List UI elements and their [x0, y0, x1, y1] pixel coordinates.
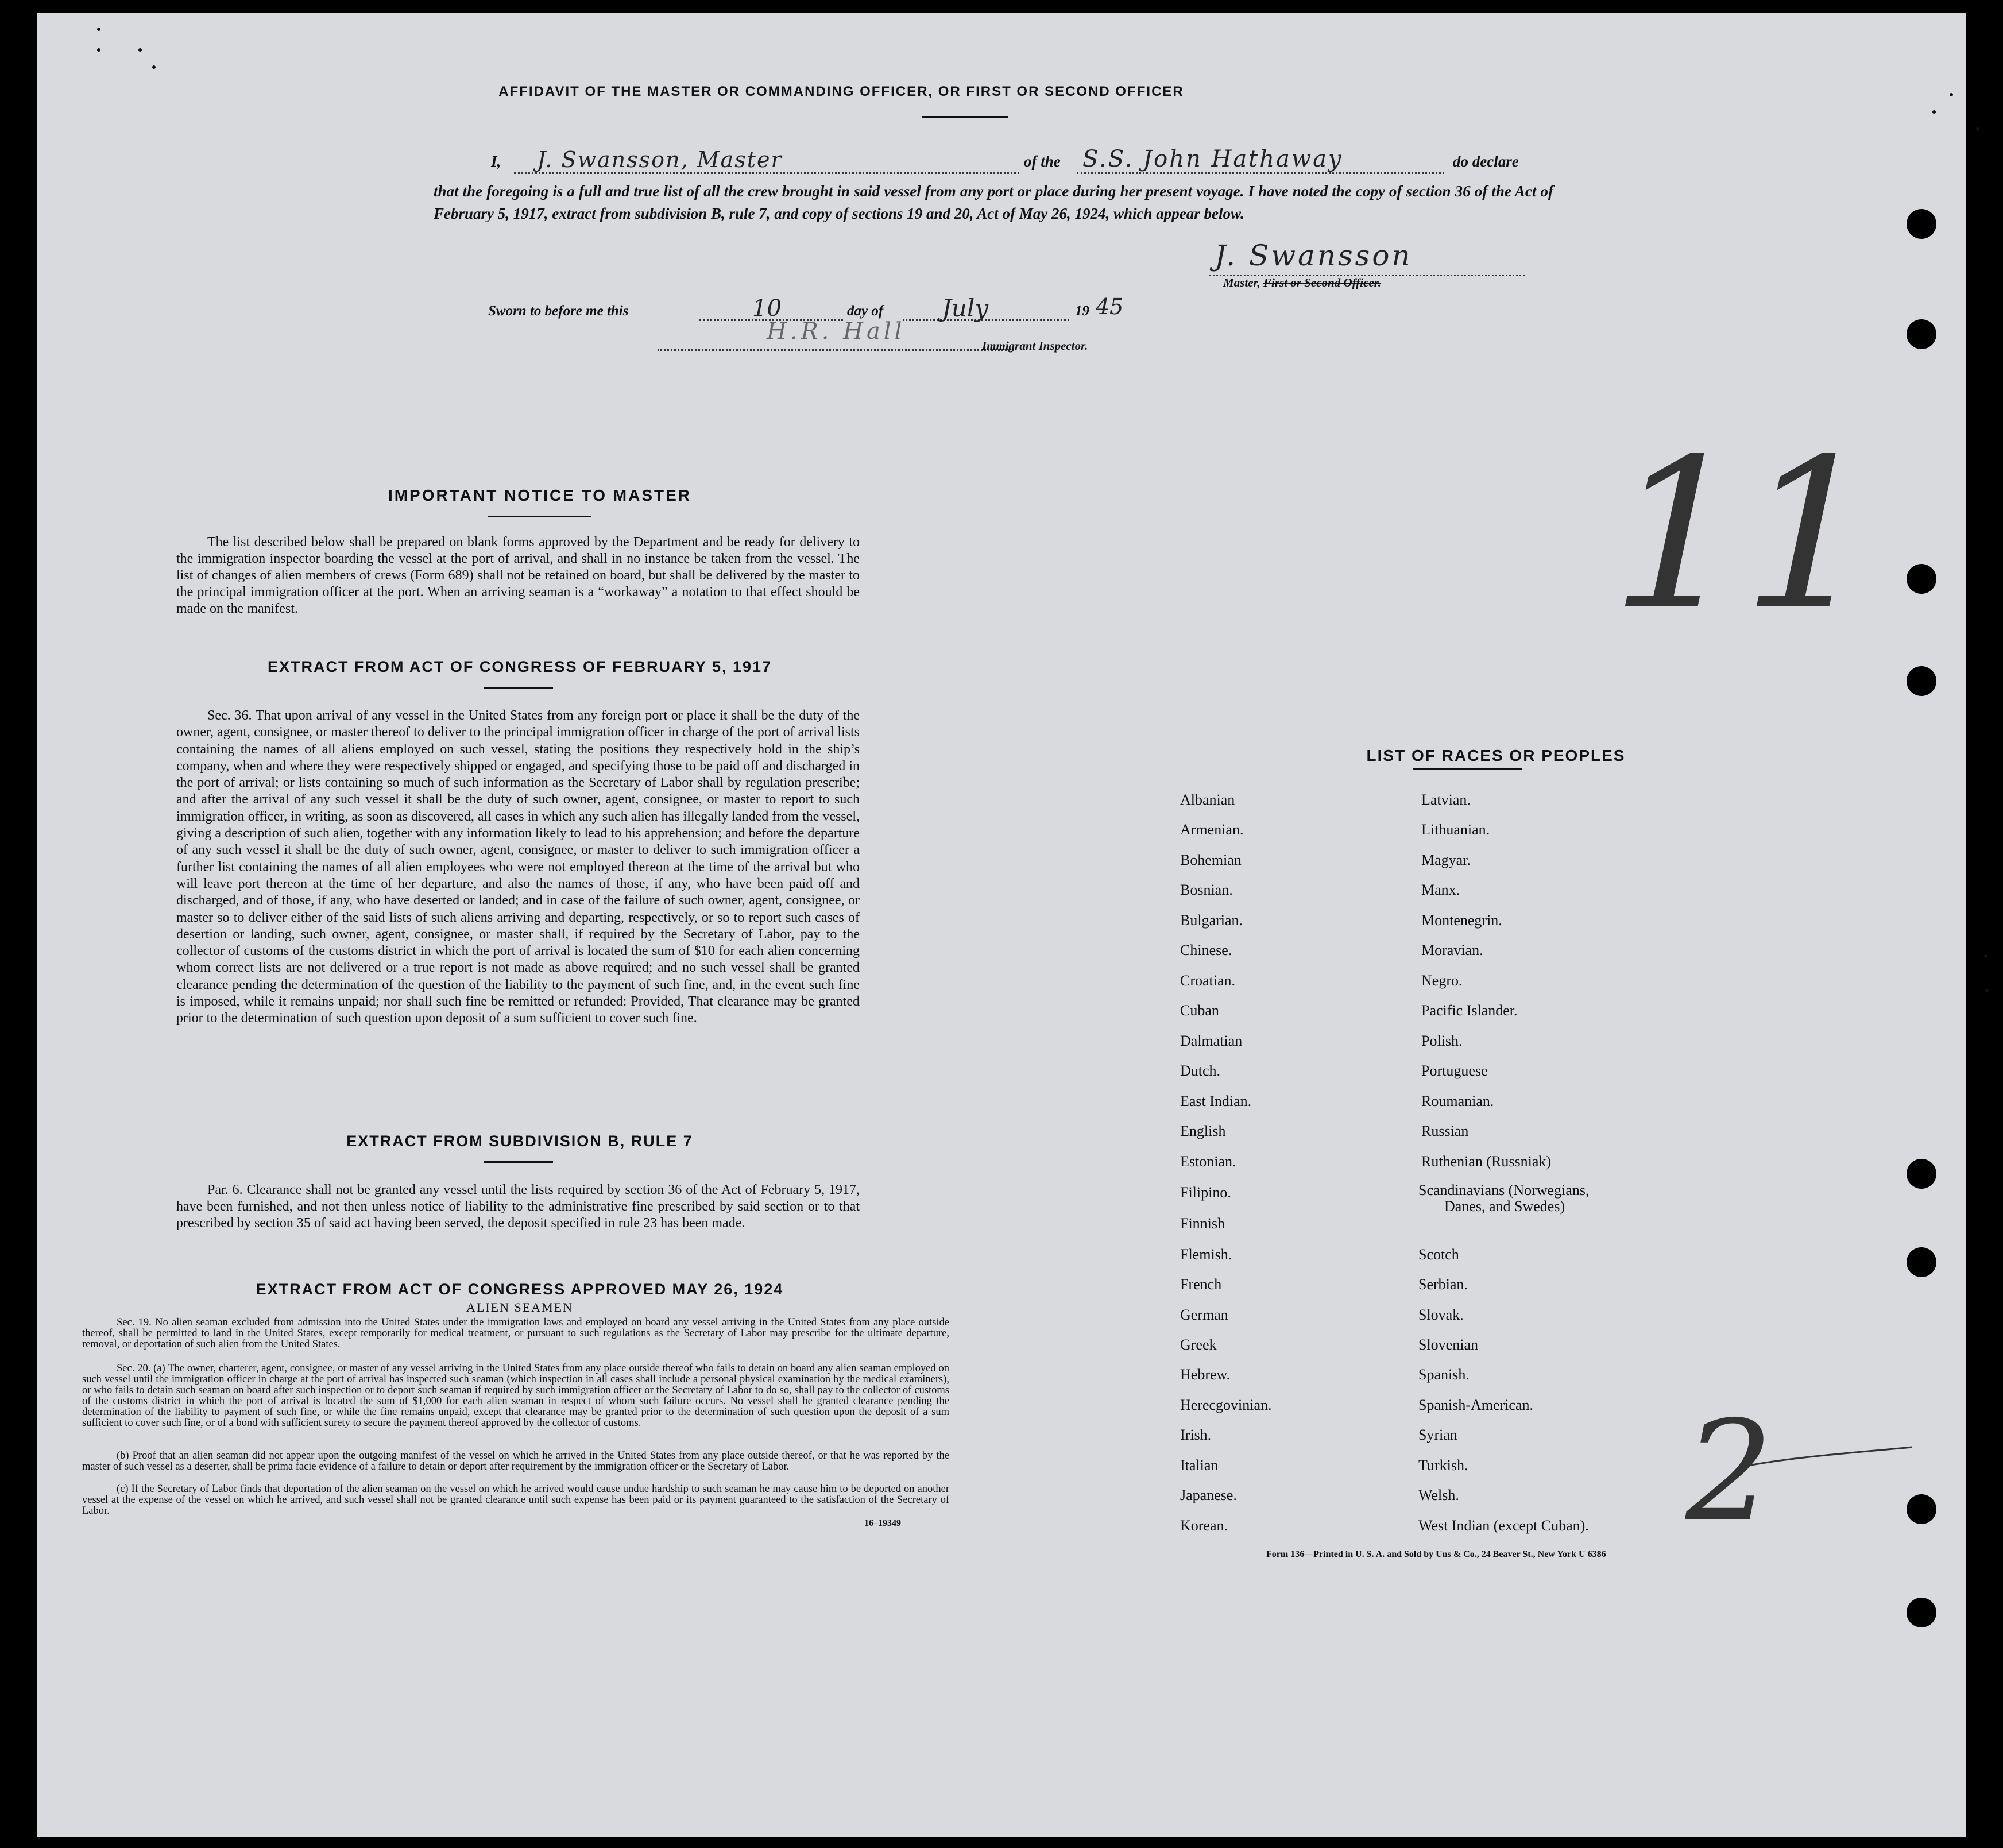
handwritten-mark-11: 11	[1585, 415, 1900, 655]
speck	[97, 28, 100, 31]
extract-1924-sec20a: Sec. 20. (a) The owner, charterer, agent, consignee, or master of any vessel arriving in the United States from any place outside thereof who fails to detain on board any alien seaman employed on such vessel until the immigration officer in charge at the port of arrival has inspected such seaman (which inspection in all cases shall include a personal physical examination by the medical examiners), or who fails to detain such seaman on board after such inspection or to deport such seaman if required by such immigration officer or the Secretary of Labor to do so, shall pay to the collector of customs of the customs district in which the port of arrival is located the sum of $1,000 for each alien seaman in respect of whom such failure occurs. No vessel shall be granted clearance pending the determination of the liability to payment of such fine, or while the fine remains unpaid, except that clearance may be granted prior to the determination of such question upon the deposit of a sum sufficient to cover such fine, or of a bond with sufficient surety to secure the payment thereof approved by the collector of customs.	[82, 1363, 949, 1429]
extract-1917-title: EXTRACT FROM ACT OF CONGRESS OF FEBRUARY 5, 1917	[267, 658, 772, 675]
binder-hole	[1907, 564, 1936, 594]
race-item: Bohemian	[1180, 852, 1242, 868]
extract-1924-sec19: Sec. 19. No alien seaman excluded from admission into the United States under the immigration laws and employed on board any vessel arriving in the United States from any place outside thereof, shall be permitted to land in the United States, except temporarily for medical treatment, or pursuant to such regulations as the Secretary of Labor may prescribe for the ultimate departure, removal, or deportation of such alien from the United States.	[82, 1317, 949, 1350]
speck	[1932, 110, 1936, 114]
race-item: Herecgovinian.	[1180, 1397, 1272, 1413]
handwritten-day: 10	[752, 295, 782, 322]
race-item: Russian	[1421, 1123, 1469, 1139]
race-item: Albanian	[1180, 791, 1235, 808]
extract-rule7-rule	[484, 1161, 553, 1163]
race-item: Pacific Islander.	[1421, 1002, 1518, 1019]
binder-hole	[1907, 1159, 1936, 1189]
race-item: Armenian.	[1180, 821, 1244, 838]
race-item: Irish.	[1180, 1426, 1212, 1443]
sworn-prefix: Sworn to before me this	[488, 303, 629, 319]
race-item: Estonian.	[1180, 1153, 1236, 1170]
race-item: Ruthenian (Russniak)	[1421, 1153, 1552, 1170]
handwritten-mark-2: 2	[1685, 1391, 1773, 1552]
race-item: Cuban	[1180, 1002, 1219, 1019]
affidavit-body: that the foregoing is a full and true list of all the crew brought in said vessel from any port or place during her present voyage. I have noted the copy of section 36 of the Act of February 5, 1917, extract from subdivision B, rule 7, and copy of sections 19 and 20, Act of May 26, 1924, which appear below.	[434, 183, 1553, 222]
document-sheet	[37, 13, 1966, 1837]
race-item: Chinese.	[1180, 942, 1232, 958]
race-item: Welsh.	[1418, 1487, 1459, 1503]
caption-master: Master,	[1223, 276, 1260, 289]
races-title-rule	[1413, 768, 1522, 770]
binder-hole	[1907, 319, 1936, 349]
notice-text: The list described below shall be prepared on blank forms approved by the Department and be ready for delivery to the immigration inspector boarding the vessel at the port of arrival, and shall in no instance be taken from the vessel. The list of changes of alien members of crews (Form 689) shall not be retained on board, but shall be delivered by the master to the principal immigration officer at the port. When an arriving seaman is a “workaway” a notation to that effect should be made on the manifest.	[176, 535, 860, 616]
declaration-i: I,	[491, 153, 501, 170]
race-item: Latvian.	[1421, 791, 1471, 808]
extract-1924-sec20b: (b) Proof that an alien seaman did not appear upon the outgoing manifest of the vessel on which he arrived in the United States from any place outside thereof, or that he was reported by the master of such vessel as a deserter, shall be prima facie evidence of a failure to detain or deport after requirement by the immigration officer or the Secretary of Labor.	[82, 1450, 949, 1472]
race-item: French	[1180, 1276, 1222, 1293]
extract-rule7-text: Par. 6. Clearance shall not be granted any vessel until the lists required by section 36 of the Act of February 5, 1917, have been furnished, and not then unless notice of liability to the administrative fine prescribed by said section or to that prescribed by section 35 of said act having been served, the deposit specified in rule 23 has been made.	[176, 1182, 860, 1231]
declaration-do-declare: do declare	[1453, 153, 1519, 170]
affidavit-title: AFFIDAVIT OF THE MASTER OR COMMANDING OFFICER, OR FIRST OR SECOND OFFICER	[498, 84, 1184, 99]
notice-title-rule	[488, 516, 591, 517]
race-item: Portuguese	[1421, 1062, 1488, 1079]
handwritten-month: July	[942, 294, 989, 322]
handwritten-stroke	[1749, 1443, 1915, 1483]
races-title: LIST OF RACES OR PEOPLES	[1366, 747, 1626, 764]
race-item: Serbian.	[1418, 1276, 1468, 1293]
race-item: English	[1180, 1123, 1226, 1139]
speck	[1950, 93, 1953, 96]
extract-1924-sec20c: (c) If the Secretary of Labor finds that deportation of the alien seaman on the vessel on which he arrived would cause undue hardship to such seaman he may cause him to be deported on another vessel at the expense of the vessel on which he arrived, and such vessel shall not be granted clearance until such expense has been paid or its payment guaranteed to the satisfaction of the Secretary of Labor.	[82, 1483, 949, 1517]
handwritten-vessel-name: S.S. John Hathaway	[1082, 146, 1343, 172]
race-item: Montenegrin.	[1421, 912, 1502, 929]
sworn-day-of: day of	[847, 303, 884, 319]
race-item: Italian	[1180, 1457, 1219, 1474]
speck	[138, 48, 142, 52]
form-footer: Form 136—Printed in U. S. A. and Sold by Uns & Co., 24 Beaver St., New York U 6386	[1266, 1549, 1606, 1559]
race-item: Spanish-American.	[1418, 1397, 1534, 1413]
race-item: Polish.	[1421, 1033, 1463, 1049]
master-signature: J. Swansson	[1215, 239, 1413, 272]
race-item: Bulgarian.	[1180, 912, 1243, 929]
extract-1924-code: 16–19349	[864, 1518, 901, 1528]
speck	[97, 48, 100, 52]
binder-hole	[1907, 1598, 1936, 1627]
master-signature-caption	[1223, 276, 1381, 290]
race-item: Negro.	[1421, 972, 1463, 989]
caption-struck-officer: First or Second Officer.	[1263, 276, 1381, 289]
race-item: German	[1180, 1306, 1228, 1323]
race-item: Greek	[1180, 1336, 1217, 1353]
race-item: Korean.	[1180, 1517, 1228, 1534]
race-item: Finnish	[1180, 1215, 1225, 1232]
sworn-year-prefix: 19	[1075, 303, 1089, 319]
affidavit-declaration-line	[491, 146, 1639, 180]
race-item: Slovenian	[1418, 1336, 1478, 1353]
race-item: Dalmatian	[1180, 1033, 1243, 1049]
binder-hole	[1907, 666, 1936, 696]
race-item: Turkish.	[1418, 1457, 1468, 1474]
binder-hole	[1907, 1494, 1936, 1524]
race-item: Roumanian.	[1421, 1093, 1494, 1109]
race-item: Hebrew.	[1180, 1366, 1231, 1383]
inspector-caption: Immigrant Inspector.	[982, 339, 1088, 353]
speck	[1984, 954, 1987, 958]
declaration-of-the: of the	[1024, 153, 1061, 170]
race-item: Bosnian.	[1180, 882, 1233, 898]
race-item: Scandinavians (Norwegians,	[1418, 1182, 1590, 1199]
race-item: Flemish.	[1180, 1246, 1232, 1263]
extract-1924-subtitle: ALIEN SEAMEN	[466, 1300, 573, 1315]
race-item: Syrian	[1418, 1426, 1457, 1443]
speck	[152, 65, 156, 69]
binder-hole	[1907, 209, 1936, 239]
handwritten-master-name: J. Swansson, Master	[537, 147, 783, 172]
binder-hole	[1907, 1247, 1936, 1277]
race-item: Japanese.	[1180, 1487, 1237, 1503]
race-item: Lithuanian.	[1421, 821, 1490, 838]
extract-1924-title: EXTRACT FROM ACT OF CONGRESS APPROVED MAY 26, 1924	[256, 1281, 784, 1298]
affidavit-title-rule	[922, 116, 1008, 118]
notice-title: IMPORTANT NOTICE TO MASTER	[388, 486, 692, 504]
race-item: Spanish.	[1418, 1366, 1470, 1383]
race-item: Scotch	[1418, 1246, 1459, 1263]
extract-1917-rule	[484, 687, 553, 689]
inspector-signature: H.R. Hall	[767, 318, 906, 345]
race-item: West Indian (except Cuban).	[1418, 1517, 1589, 1534]
race-item: Filipino.	[1180, 1184, 1231, 1201]
race-item: Dutch.	[1180, 1062, 1221, 1079]
race-item: Danes, and Swedes)	[1444, 1198, 1565, 1215]
race-item: Manx.	[1421, 882, 1460, 898]
race-item: Moravian.	[1421, 942, 1483, 958]
speck	[1976, 127, 1979, 131]
race-item: Slovak.	[1418, 1306, 1464, 1323]
race-item: Magyar.	[1421, 852, 1471, 868]
extract-1917-text: Sec. 36. That upon arrival of any vessel in the United States from any foreign port or place it shall be the duty of the owner, agent, consignee, or master thereof to deliver to the principal immigration officer in charge of the port of arrival lists containing the names of all aliens employed on such vessel, stating the positions they respectively hold in the ship’s company, when and where they were respectively shipped or engaged, and specifying those to be paid off and discharged in the port of arrival; or lists containing so much of such information as the Secretary of Labor shall by regulation prescribe; and after the arrival of any such vessel it shall be the duty of such owner, agent, consignee, or master to report to such immigration officer, in writing, as soon as discovered, all cases in which any such alien has illegally landed from the vessel, giving a description of such alien, together with any information likely to lead to his apprehension; and before the departure of any such vessel it shall be the duty of such owner, agent, consignee, or master to deliver to such immigration officer a further list containing the names of all alien employees who were not employed thereon at the time of the arrival but who will leave port thereon at the time of her departure, and also the names of those, if any, who have been paid off and discharged, and of those, if any, who have deserted or landed; and in case of the failure of such owner, agent, consignee, or master so to deliver either of the said lists of such aliens arriving and departing, respectively, or so to report such cases of desertion or landing, such owner, agent, consignee, or master shall, if required by the Secretary of Labor, pay to the collector of customs of the customs district in which the port of arrival is located the sum of $10 for each alien concerning whom correct lists are not delivered or a true report is not made as above required; and no such vessel shall be granted clearance pending the determination of the question of the liability to the payment of such fine, and, in the event such fine is imposed, while it remains unpaid; nor shall such fine be remitted or refunded: Provided, That clearance may be granted prior to the determination of such question upon deposit of a sum sufficient to cover such fine.	[176, 708, 860, 1026]
extract-rule7-title: EXTRACT FROM SUBDIVISION B, RULE 7	[346, 1132, 693, 1150]
race-item: Croatian.	[1180, 972, 1236, 989]
handwritten-year: 45	[1096, 294, 1124, 319]
speck	[1985, 989, 1989, 992]
race-item: East Indian.	[1180, 1093, 1252, 1109]
